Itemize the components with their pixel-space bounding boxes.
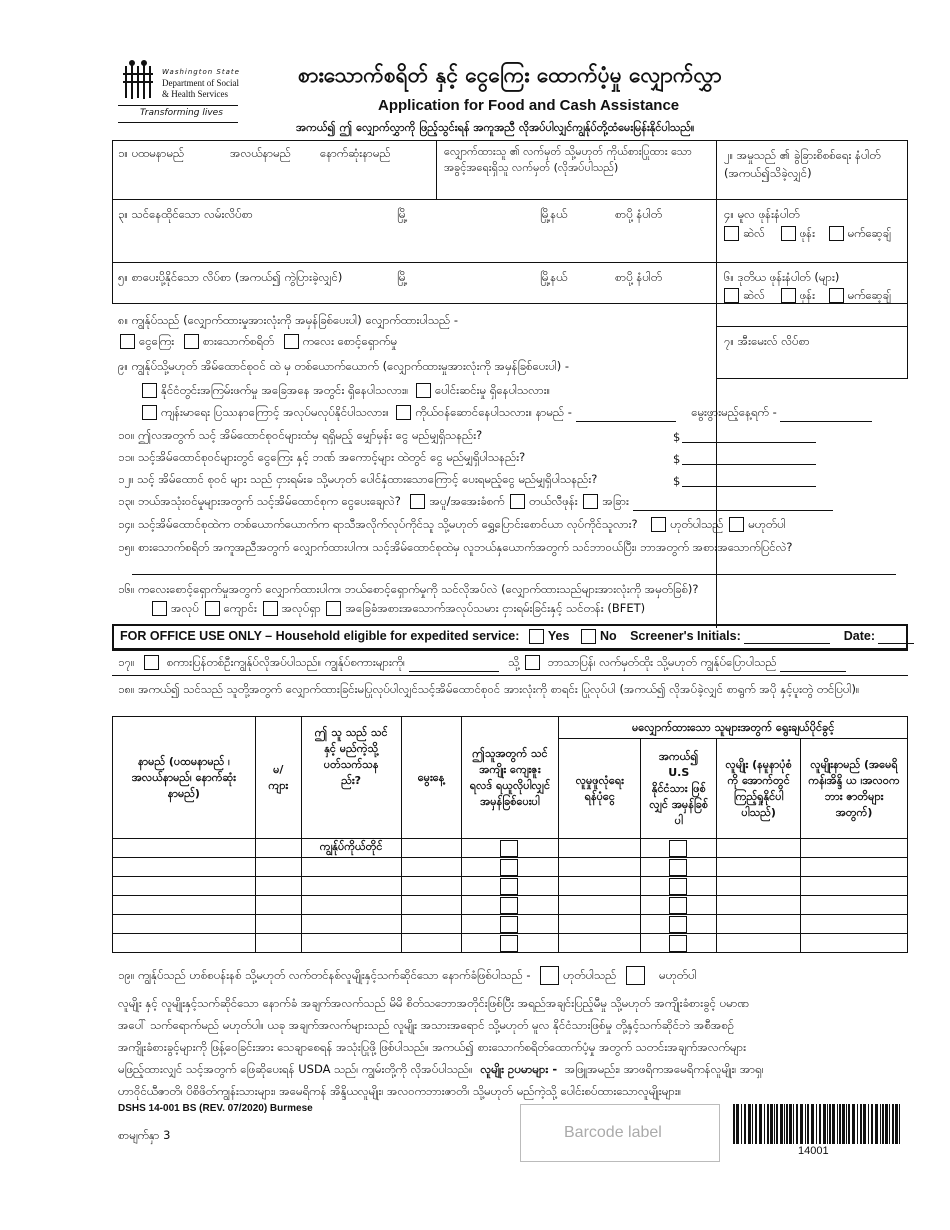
table-cell[interactable] <box>559 858 641 877</box>
citizen-checkbox[interactable] <box>669 935 687 952</box>
notice-line-3: အကျိုးခံစားခွင့်များကို ဖြန့်ဝေခြင်းအား သေချာစေရန် အသုံးပြုဖို့ ဖြစ်ပါသည်။ အကယ်၍ စားသောက်စရိတ်ထောက်ပံ့မှု အတွက် သတင်းအချက်အလက်များ <box>118 1040 746 1054</box>
barcode-bar <box>784 1104 785 1144</box>
notice-line-4 <box>118 1062 764 1079</box>
col-citizen-text: အကယ်၍ U.S နိုင်ငံသား ဖြစ်လျှင် အမှန်ခြစ်ပါ <box>649 749 709 827</box>
primary-phone-msg-checkbox[interactable] <box>829 226 844 241</box>
table-cell[interactable] <box>801 877 908 896</box>
state-label: မြို့နယ် <box>540 207 568 221</box>
barcode-bar <box>857 1104 858 1144</box>
barcode-graphic <box>733 1104 903 1144</box>
logo-state: Washington State <box>162 68 240 76</box>
primary-phone-home-label: ဖုန်း <box>799 226 816 240</box>
hispanic-yes-label: ဟုတ်ပါသည် <box>563 968 617 982</box>
col-relation-header <box>301 717 401 839</box>
income-input[interactable] <box>682 430 816 443</box>
table-cell[interactable] <box>461 934 559 953</box>
interpreter-row <box>118 655 846 672</box>
meals-question: ၁၅။ စားသောက်စရိတ် အကူအညီအတွက် လျှောက်ထားပါက၊ သင့်အိမ်ထောင်စုထဲမှ လူဘယ်နှယောက်အတွက် သင်ဘာဝယ်ပြီး၊ ဘာအတွက် အစားအသောက်ပြင်လဲ? <box>118 540 793 554</box>
utility-phone-checkbox[interactable] <box>510 494 525 509</box>
table-cell[interactable] <box>301 877 401 896</box>
table-cell[interactable] <box>113 858 256 877</box>
farmworker-question <box>118 517 786 534</box>
last-name-label: နောက်ဆုံးနာမည် <box>320 146 391 160</box>
table-cell[interactable] <box>801 858 908 877</box>
office-no-label: No <box>599 629 617 643</box>
interpreter-other-input[interactable] <box>780 659 846 672</box>
email-label: ၇။ အီးမေးလ် လိပ်စာ <box>724 334 810 348</box>
household-list-text: ၁၈။ အကယ်၍ သင်သည် သူတို့အတွက် လျှောက်ထားခြင်းမပြုလုပ်ပါလျှင်သင့်အိမ်ထောင်စုဝင် အားလုံးကို စာရင်း ပြုလုပ်ပါ (အကယ်၍ လိုအပ်ခဲ့လျှင် စာရွက် အပို နှင့်ပူးတွဲ တင်ပြပါ)။ <box>118 682 860 696</box>
table-cell[interactable] <box>461 896 559 915</box>
table-row <box>113 934 908 953</box>
signature-label <box>444 144 706 176</box>
homeless-label: ပေါင်းဆင်းမှု ရှိနေပါသလား။ <box>435 383 551 397</box>
apply-food-checkbox[interactable] <box>184 334 199 349</box>
table-cell[interactable] <box>401 858 461 877</box>
barcode-bar <box>796 1104 798 1144</box>
signature-label-text: လျှောက်ထားသူ ၏ လက်မှတ် သို့မဟုတ် ကိုယ်စားပြုထား သော အခွင့်အရေးရှိသူ လက်မှတ် (လိုအပ်ပါသည်) <box>444 145 692 174</box>
title-english: Application for Food and Cash Assistance <box>378 97 680 114</box>
table-cell[interactable] <box>717 934 801 953</box>
client-id-label <box>724 146 904 182</box>
logo-divider <box>118 105 238 106</box>
apply-for-label: ၈။ ကျွန်ုပ်သည် (လျှောက်ထားမှုအားလုံးကို အမှန်ခြစ်ပေးပါ) လျှောက်ထားပါသည် - <box>118 313 459 327</box>
col-name-text: နာမည် (ပထမနာမည် ၊အလယ်နာမည်၊ နောက်ဆုံးနာမည်) <box>131 754 236 800</box>
apply-checkbox[interactable] <box>500 916 518 933</box>
office-date-input[interactable] <box>878 631 914 644</box>
table-cell[interactable] <box>401 896 461 915</box>
table-cell[interactable] <box>461 915 559 934</box>
barcode-bar <box>776 1104 778 1144</box>
utility-heat-checkbox[interactable] <box>410 494 425 509</box>
table-cell[interactable] <box>255 915 301 934</box>
col-name-header <box>113 717 256 839</box>
notice-line-4b: လူမျိုး ဥပမာများ - <box>480 1062 558 1076</box>
col-ssn-text: လူမှုဖူလုံရေး ရန်ပုံငွေ <box>575 773 624 803</box>
farmworker-yes-label: ဟုတ်ပါသည် <box>670 517 724 531</box>
dshs-emblem-icon <box>120 60 160 104</box>
barcode-bar <box>744 1104 746 1144</box>
barcode-bar <box>842 1104 845 1144</box>
barcode-label-text: Barcode label <box>564 1124 662 1141</box>
secondary-phone-label: ၆။ ဒုတိယ ဖုန်းနံပါတ် (များ) <box>724 270 840 284</box>
screener-label: Screener's Initials: <box>630 629 741 643</box>
col-dob-header <box>401 717 461 839</box>
barcode-bar <box>774 1104 775 1144</box>
disabled-checkbox[interactable] <box>142 405 157 420</box>
primary-phone-label: ၄။ မူလ ဖုန်းနံပါတ် <box>724 207 800 221</box>
apply-checkbox[interactable] <box>500 878 518 895</box>
mailing-address-label: ၅။ စာပေးပို့နိုင်သော လိပ်စာ (အကယ်၍ ကွဲပြားခဲ့လျှင်) <box>118 270 343 284</box>
col-ssn-header <box>559 739 641 839</box>
notice-line-4c: အဖြူအမည်း၊ အာဖရိကအမေရိကန်လူမျိုး၊ အာရှ၊ <box>564 1062 764 1076</box>
barcode-bar <box>889 1104 890 1144</box>
col-sex-text: မ/ ကျား <box>268 762 289 792</box>
citizen-checkbox[interactable] <box>669 840 687 857</box>
col-apply-text: ဤသူအတွက် သင် အကျိုး ကျေးဇူး ရလဒ် ရယူလိုပါလျှင် အမှန်ခြစ်ပေးပါ <box>469 746 551 808</box>
apply-checkbox[interactable] <box>500 859 518 876</box>
utility-other-checkbox[interactable] <box>583 494 598 509</box>
table-cell[interactable] <box>255 858 301 877</box>
childcare-school-checkbox[interactable] <box>205 601 220 616</box>
table-row <box>113 877 908 896</box>
table-cell[interactable] <box>559 915 641 934</box>
citizen-checkbox[interactable] <box>669 916 687 933</box>
due-date-label: မွေးဖွားမည့်နေ့ရက် - <box>691 405 777 419</box>
barcode-bar <box>837 1104 838 1144</box>
table-cell[interactable] <box>559 896 641 915</box>
table-cell[interactable] <box>113 934 256 953</box>
table-cell[interactable] <box>717 839 801 858</box>
table-row <box>113 915 908 934</box>
barcode-bar <box>829 1104 831 1144</box>
citizen-checkbox[interactable] <box>669 897 687 914</box>
barcode-bar <box>832 1104 835 1144</box>
hispanic-yes-checkbox[interactable] <box>540 966 559 985</box>
pregnant-label: ကိုယ်ဝန်ဆောင်နေပါသလား။ နာမည် - <box>415 405 572 419</box>
table-cell[interactable] <box>641 877 717 896</box>
utility-heat-label: အပူ/အအေးခံစက် <box>429 494 505 508</box>
citizen-checkbox[interactable] <box>669 859 687 876</box>
interpreter-text3: ဘာသာပြန်၊ လက်မှတ်ထိုး သို့မဟုတ် ကျွန်ုပ်ပြောပါသည် <box>547 655 777 669</box>
table-cell[interactable] <box>717 858 801 877</box>
secondary-phone-msg-label: မက်ဆေ့ချ် <box>847 288 891 302</box>
pregnant-name-input[interactable] <box>576 409 676 422</box>
page-number: စာမျက်နှာ 3 <box>118 1128 171 1142</box>
pregnant-checkbox[interactable] <box>396 405 411 420</box>
col-citizen-header <box>641 739 717 839</box>
table-cell[interactable] <box>113 877 256 896</box>
office-date-label: Date: <box>843 629 875 643</box>
table-cell[interactable] <box>801 839 908 858</box>
household-situation-row2 <box>140 405 872 422</box>
barcode-bar <box>733 1104 735 1144</box>
zip-label: စာပို့ နံပါတ် <box>615 207 663 221</box>
barcode-bar <box>846 1104 847 1144</box>
table-cell[interactable] <box>301 896 401 915</box>
table-cell[interactable] <box>801 896 908 915</box>
barcode-bar <box>882 1104 884 1144</box>
farmworker-question-text: ၁၄။ သင့်အိမ်ထောင်စုထဲက တစ်ယောက်ယောက်က ရာသီအလိုက်လုပ်ကိုင်သူ သို့မဟုတ် ရွှေ့ပြောင်းစောင်ယာ လုပ်ကိုင်သူလား? <box>118 517 638 531</box>
barcode-bar <box>805 1104 806 1144</box>
barcode-bar <box>827 1104 828 1144</box>
barcode-bar <box>868 1104 869 1144</box>
farmworker-yes-checkbox[interactable] <box>651 517 666 532</box>
income-question: ၁၀။ ဤလအတွက် သင့် အိမ်ထောင်စုဝင်များထံမှ ရရှိမည့် မျှော်မှန်း ငွေ မည်မျှရှိသနည်း? <box>118 428 483 442</box>
table-cell[interactable] <box>301 915 401 934</box>
childcare-question: ၁၆။ ကလေးစောင့်ရှောက်မှုအတွက် လျှောက်ထားပါက၊ ဘယ်စောင့်ရှောက်မှုကို သင်လိုအပ်လဲ (လျှောက်ထားသည်များအားလုံးကို အမှတ်ခြစ်)? <box>118 582 699 596</box>
form-id: DSHS 14-001 BS (REV. 07/2020) Burmese <box>118 1103 313 1114</box>
barcode-bar <box>819 1104 821 1144</box>
hispanic-row <box>118 966 697 985</box>
name-input[interactable] <box>116 164 432 196</box>
utility-other-input[interactable] <box>633 498 833 511</box>
apply-childcare-checkbox[interactable] <box>284 334 299 349</box>
interpreter-text2: သို့ <box>508 655 520 669</box>
first-name-label: ၁။ ပထမနာမည် <box>118 146 185 160</box>
screener-input[interactable] <box>744 631 830 644</box>
barcode-bar <box>752 1104 753 1144</box>
rent-dollar: $ <box>673 474 681 488</box>
mailing-state-label: မြို့နယ် <box>540 270 568 284</box>
childcare-options <box>150 601 645 618</box>
utilities-question <box>118 494 833 511</box>
rent-question: ၁၂။ သင့် အိမ်ထောင် စုဝင် များ သည် ငှားရမ်းခ သို့မဟုတ် ပေါင်နှံထားသောကြောင့် ပေးရမည့်ငွေ မည်မျှရှိပါသနည်း? <box>118 472 598 486</box>
table-cell[interactable] <box>641 839 717 858</box>
col-sex-header <box>255 717 301 839</box>
agency-logo <box>118 58 240 120</box>
middle-name-label: အလယ်နာမည် <box>230 146 291 160</box>
office-use-row <box>120 629 914 644</box>
col-dob-text: မွေးနေ့ <box>417 770 445 784</box>
hispanic-no-checkbox[interactable] <box>626 966 645 985</box>
dv-checkbox[interactable] <box>142 383 157 398</box>
secondary-phone-home-label: ဖုန်း <box>799 288 816 302</box>
table-cell[interactable] <box>401 915 461 934</box>
barcode-bar <box>770 1104 773 1144</box>
table-cell[interactable] <box>461 858 559 877</box>
childcare-jobsearch-label: အလုပ်ရှာ <box>281 601 321 615</box>
barcode-bar <box>786 1104 788 1144</box>
childcare-bfet-label: အခြေခံအစားအသောက်အလုပ်သမား ငှားရမ်းခြင်းနှင့် သင်တန်း (BFET) <box>345 601 646 615</box>
barcode-bar <box>764 1104 765 1144</box>
table-cell[interactable] <box>113 896 256 915</box>
notice-line-2: အပေါ် သက်ရောက်မည် မဟုတ်ပါ။ ယခု အချက်အလက်များသည် လူမျိုး အသားအရောင် သို့မဟုတ် မူလ နိုင်ငံသားဖြစ်မှု တို့နှင့်သက်ဆိုင်ဘဲ အစီအစဉ် <box>118 1018 735 1032</box>
office-yes-checkbox[interactable] <box>529 629 544 644</box>
table-cell[interactable] <box>801 934 908 953</box>
apply-checkbox[interactable] <box>500 897 518 914</box>
table-cell[interactable] <box>717 877 801 896</box>
logo-dept: Department of Social <box>162 78 239 88</box>
rent-input[interactable] <box>682 474 816 487</box>
apply-food-label: စားသောက်စရိတ် <box>202 334 275 348</box>
utility-phone-label: တယ်လီဖုန်း <box>529 494 578 508</box>
mailing-address-input[interactable] <box>116 286 712 302</box>
secondary-phone-msg-checkbox[interactable] <box>829 288 844 303</box>
apply-checkbox[interactable] <box>500 840 518 857</box>
homeless-checkbox[interactable] <box>416 383 431 398</box>
childcare-school-label: ကျောင်း <box>223 601 257 615</box>
apply-checkbox[interactable] <box>500 935 518 952</box>
street-address-label: ၃။ သင်နေထိုင်သော လမ်းလိပ်စာ <box>118 207 253 221</box>
notice-line-5: ဟာဝိုင်ယီဇာတိ၊ ပိစိဖိတ်ကျွန်းသားများ၊ အမေရိကန် အိန္ဒိယလူမျိုး၊ အလဝကဘားဇာတိ၊ သို့မဟုတ် မည်ကဲ့သို့ ပေါင်းစပ်ထားသောလူမျိုးများ။ <box>118 1084 682 1098</box>
table-cell: ကျွန်ုပ်ကိုယ်တိုင် <box>301 839 401 858</box>
household-situation-label: ၉။ ကျွန်ုပ်သို့မဟုတ် အိမ်ထောင်စုဝင် ထဲ မှ တစ်ယောက်ယောက် (လျှောက်ထားမှုအားလုံးကို အမှန်ခြစ်ပေးပါ) - <box>118 359 570 373</box>
meals-answer-line[interactable] <box>132 574 896 575</box>
table-cell[interactable] <box>717 896 801 915</box>
col-race-text: လူမျိုး (နမူနာပုံစံကို အောက်တွင် ကြည့်ရှုနိုင်ပါ ပါသည်) <box>725 757 792 819</box>
logo-dept2: & Health Services <box>162 89 228 99</box>
barcode-bar <box>759 1104 762 1144</box>
primary-phone-cell-checkbox[interactable] <box>724 226 739 241</box>
household-members-table <box>112 716 908 953</box>
title-burmese: စားသောက်စရိတ် နှင့် ငွေကြေး ထောက်ပံ့မှု လျှောက်လွှာ <box>298 63 722 87</box>
barcode-bar <box>852 1104 855 1144</box>
office-use-label: FOR OFFICE USE ONLY – Household eligible for expedited service: <box>120 629 520 643</box>
primary-phone-options <box>722 226 891 243</box>
notice-line-1: လူမျိုး နှင့် လူမျိုးနှင့်သက်ဆိုင်သော နောက်ခံ အချက်အလက်သည် မိမိ စိတ်သဘောအတိုင်းဖြစ်ပြီး အရည်အချင်းပြည့်မီမှု သို့မဟုတ် အကျိုးခံစားခွင့် ပမာဏ <box>118 996 750 1010</box>
interpreter-sign-checkbox[interactable] <box>525 655 540 670</box>
apply-cash-checkbox[interactable] <box>120 334 135 349</box>
barcode-bar <box>780 1104 783 1144</box>
disabled-label: ကျန်းမာရေး ပြဿနာကြောင့် အလုပ်မလုပ်နိုင်ပါသလား။ <box>161 405 389 419</box>
barcode-bar <box>885 1104 888 1144</box>
table-cell[interactable] <box>401 839 461 858</box>
table-cell[interactable] <box>559 839 641 858</box>
logo-tagline: Transforming lives <box>140 108 223 118</box>
table-cell[interactable] <box>801 915 908 934</box>
interpreter-text1: စကားပြန်တစ်ဦးကျွန်ုပ်လိုအပ်ပါသည်။ ကျွန်ုပ်စကားများကို၊ <box>166 655 405 669</box>
secondary-phone-cell-label: ဆဲလ် <box>743 288 765 302</box>
barcode-bar <box>816 1104 817 1144</box>
childcare-work-label: အလုပ် <box>171 601 199 615</box>
barcode-bar <box>875 1104 878 1144</box>
primary-phone-msg-label: မက်ဆေ့ချ် <box>847 226 891 240</box>
city-label: မြို့ <box>397 207 408 221</box>
client-id-label-text: ၂။ အမှုသည် ၏ ခွဲခြားစိစစ်ရေး နံပါတ် (အကယ်၍သိခဲ့လျှင်) <box>724 148 881 180</box>
dv-label: နိုင်ငံတွင်းအကြမ်းဖက်မှု အခြေအနေ အတွင်း ရှိနေပါသလား။ <box>161 383 409 397</box>
assets-question: ၁၁။ သင့်အိမ်ထောင်စုဝင်များတွင် ငွေကြေး နှင့် ဘဏ် အကောင့်များ ထဲတွင် ငွေ မည်မျှရှိပါသနည်း? <box>118 450 526 464</box>
assets-input[interactable] <box>682 452 816 465</box>
table-cell[interactable] <box>255 896 301 915</box>
logo-divider-bottom <box>118 122 238 123</box>
barcode-bar <box>789 1104 792 1144</box>
optional-group-header <box>559 717 908 739</box>
farmworker-no-checkbox[interactable] <box>729 517 744 532</box>
table-cell[interactable] <box>401 877 461 896</box>
table-cell[interactable] <box>641 858 717 877</box>
barcode-bar <box>793 1104 794 1144</box>
barcode-bar <box>860 1104 862 1144</box>
table-cell[interactable] <box>559 877 641 896</box>
barcode-number: 14001 <box>798 1145 829 1157</box>
barcode-bar <box>767 1104 769 1144</box>
table-cell[interactable] <box>113 915 256 934</box>
barcode-bar <box>811 1104 814 1144</box>
apply-childcare-label: ကလေး စောင့်ရှောက်မှု <box>302 334 398 348</box>
barcode-bar <box>839 1104 841 1144</box>
col-apply-header <box>461 717 559 839</box>
barcode-bar <box>800 1104 803 1144</box>
interpreter-num: ၁၇။ <box>118 655 135 669</box>
table-cell[interactable] <box>255 877 301 896</box>
table-cell[interactable] <box>717 915 801 934</box>
table-cell[interactable] <box>113 839 256 858</box>
barcode-bar <box>892 1104 894 1144</box>
primary-phone-cell-label: ဆဲလ် <box>743 226 765 240</box>
table-cell[interactable] <box>301 858 401 877</box>
utilities-question-text: ၁၃။ ဘယ်အသုံးဝင်မှုများအတွက် သင့်အိမ်ထောင်စုက ငွေပေးချေလဲ? <box>118 494 401 508</box>
interpreter-language-input[interactable] <box>409 659 499 672</box>
col-race-header <box>717 739 801 839</box>
barcode-bar <box>899 1104 900 1144</box>
table-cell[interactable] <box>641 915 717 934</box>
barcode-bar <box>863 1104 866 1144</box>
childcare-work-checkbox[interactable] <box>152 601 167 616</box>
table-cell[interactable] <box>641 934 717 953</box>
household-situation-row1 <box>140 383 550 400</box>
apply-cash-label: ငွေကြေး <box>139 334 175 348</box>
secondary-phone-cell-checkbox[interactable] <box>724 288 739 303</box>
barcode-bar <box>895 1104 898 1144</box>
table-row <box>113 839 908 858</box>
barcode-bar <box>880 1104 881 1144</box>
notice-line-4a: မဖြည့်ထားလျှင် သင့်အတွက် ဖြေဆိုပေးရန် USDA သည်၊ ကျွမ်းတို့ကို လိုအပ်ပါသည်။ <box>118 1062 473 1076</box>
assets-dollar: $ <box>673 452 681 466</box>
table-row <box>113 896 908 915</box>
secondary-phone-options <box>722 288 891 305</box>
optional-group-text: မလျှောက်ထားသော သူများအတွက် ရွေးချယ်ပိုင်ခွင့် <box>631 720 835 734</box>
subtitle-help: အကယ်၍ ဤ လျှောက်လွှာကို ဖြည့်သွင်းရန် အကူအညီ လိုအပ်ပါလျှင်ကျွန်ုပ်တို့ထံမေးမြန်းနိုင်ပါသည်။ <box>296 121 695 134</box>
childcare-jobsearch-checkbox[interactable] <box>263 601 278 616</box>
table-cell[interactable] <box>641 896 717 915</box>
table-cell[interactable] <box>461 877 559 896</box>
table-cell[interactable] <box>461 839 559 858</box>
col-ethnicity-header <box>801 739 908 839</box>
secondary-phone-home-checkbox[interactable] <box>781 288 796 303</box>
table-cell[interactable] <box>255 934 301 953</box>
farmworker-no-label: မဟုတ်ပါ <box>748 517 786 531</box>
citizen-checkbox[interactable] <box>669 878 687 895</box>
interpreter-checkbox[interactable] <box>144 655 159 670</box>
col-ethnicity-text: လူမျိုးနာမည် (အမေရိကန်၊အိန္ဒိ ယ ၊အလဝကဘား ဇာတိများ အတွက်) <box>808 757 900 819</box>
street-address-input[interactable] <box>116 225 712 259</box>
email-input[interactable] <box>720 350 904 374</box>
table-row <box>113 858 908 877</box>
barcode-bar <box>741 1104 742 1144</box>
office-yes-label: Yes <box>547 629 570 643</box>
office-no-checkbox[interactable] <box>581 629 596 644</box>
col-relation-text: ဤ သူ သည် သင်နှင့် မည်ကဲ့သို့ ပတ်သက်သန ည်း? <box>314 726 388 787</box>
barcode-bar <box>755 1104 757 1144</box>
table-cell[interactable] <box>401 934 461 953</box>
barcode-bar <box>736 1104 739 1144</box>
household-list-instructions <box>118 679 903 700</box>
barcode-bar <box>848 1104 850 1144</box>
hispanic-question: ၁၉။ ကျွန်ုပ်သည် ဟစ်စပန်းနစ် သို့မဟုတ် လက်တင်နစ်လူမျိုးနှင့်သက်ဆိုင်သော နောက်ခံဖြစ်ပါသည် - <box>118 968 531 982</box>
hispanic-no-label: မဟုတ်ပါ <box>659 968 697 982</box>
mailing-city-label: မြို့ <box>397 270 408 284</box>
table-cell[interactable] <box>559 934 641 953</box>
utility-other-label: အခြား <box>602 494 629 508</box>
barcode-bar <box>748 1104 751 1144</box>
childcare-bfet-checkbox[interactable] <box>326 601 341 616</box>
apply-for-options <box>118 334 397 351</box>
barcode-bar <box>823 1104 826 1144</box>
income-dollar: $ <box>673 430 681 444</box>
barcode-bar <box>807 1104 809 1144</box>
table-cell[interactable] <box>301 934 401 953</box>
mailing-zip-label: စာပို့ နံပါတ် <box>615 270 663 284</box>
primary-phone-home-checkbox[interactable] <box>781 226 796 241</box>
table-cell[interactable] <box>255 839 301 858</box>
barcode-bar <box>871 1104 873 1144</box>
due-date-input[interactable] <box>780 409 872 422</box>
